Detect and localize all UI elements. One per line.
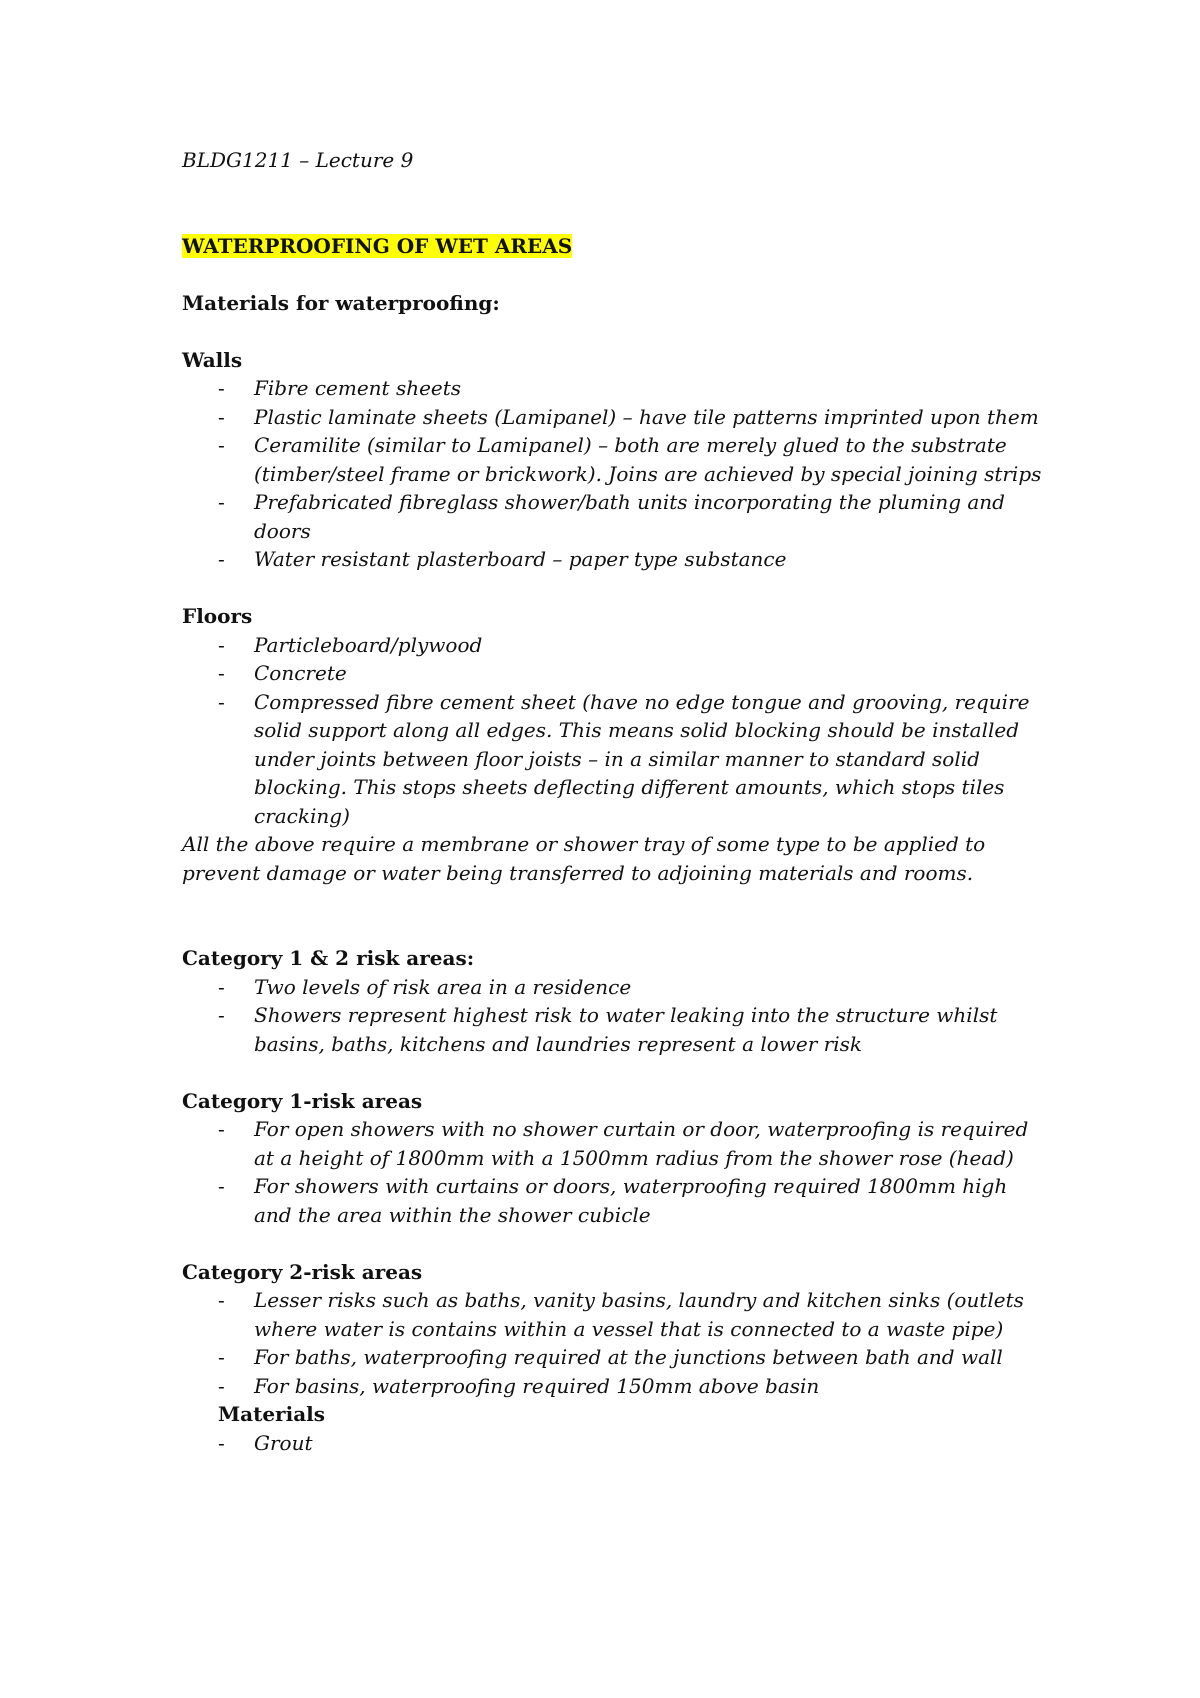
walls-heading: Walls bbox=[182, 347, 243, 372]
document-page bbox=[182, 146, 1042, 1457]
category-2-heading: Category 2-risk areas bbox=[182, 1259, 423, 1284]
document-title bbox=[182, 232, 1042, 261]
walls-list bbox=[182, 374, 1042, 574]
list-item: - For baths, waterproofing required at the junctions between bath and wall bbox=[182, 1343, 1042, 1372]
category-1-list bbox=[182, 1115, 1042, 1229]
list-item: - Plastic laminate sheets (Lamipanel) – have tile patterns imprinted upon them bbox=[182, 403, 1042, 432]
list-item: - Ceramilite (similar to Lamipanel) – both are merely glued to the substrate (timber/steel frame or brickwork). Joins are achieved by special joining strips bbox=[182, 431, 1042, 488]
list-item: - Particleboard/plywood bbox=[182, 631, 1042, 660]
list-item: - Lesser risks such as baths, vanity basins, laundry and kitchen sinks (outlets where water is contains within a vessel that is connected to a waste pipe) bbox=[182, 1286, 1042, 1343]
membrane-note: All the above require a membrane or shower tray of some type to be applied to prevent damage or water being transferred to adjoining materials and rooms. bbox=[182, 832, 986, 885]
list-item: - Showers represent highest risk to water leaking into the structure whilst basins, baths, kitchens and laundries represent a lower risk bbox=[182, 1001, 1042, 1058]
list-item: - For open showers with no shower curtain or door, waterproofing is required at a height of 1800mm with a 1500mm radius from the shower rose (head) bbox=[182, 1115, 1042, 1172]
list-item: - Water resistant plasterboard – paper type substance bbox=[182, 545, 1042, 574]
category-2-list bbox=[182, 1286, 1042, 1400]
category-2-materials-list bbox=[182, 1429, 1042, 1458]
list-item: - For basins, waterproofing required 150mm above basin bbox=[182, 1372, 1042, 1401]
list-item: - Two levels of risk area in a residence bbox=[182, 973, 1042, 1002]
list-item: - Concrete bbox=[182, 659, 1042, 688]
floors-heading: Floors bbox=[182, 604, 253, 628]
list-item: - Prefabricated fibreglass shower/bath units incorporating the pluming and doors bbox=[182, 488, 1042, 545]
list-item: - Grout bbox=[182, 1429, 1042, 1458]
category-2-materials-heading: Materials bbox=[218, 1402, 326, 1426]
list-item: - Compressed fibre cement sheet (have no edge tongue and grooving, require solid support along all edges. This means solid blocking should be installed under joints between floor joists – in a similar manner to standard solid blocking. This stops sheets deflecting different amounts, which stops tiles cracking) bbox=[182, 688, 1042, 831]
category-1-2-heading: Category 1 & 2 risk areas: bbox=[182, 946, 475, 970]
category-1-heading: Category 1-risk areas bbox=[182, 1088, 423, 1113]
materials-heading: Materials for waterproofing: bbox=[182, 290, 500, 315]
list-item: - Fibre cement sheets bbox=[182, 374, 1042, 403]
list-item: - For showers with curtains or doors, waterproofing required 1800mm high and the area within the shower cubicle bbox=[182, 1172, 1042, 1229]
category-1-2-list bbox=[182, 973, 1042, 1059]
floors-list bbox=[182, 631, 1042, 831]
lecture-header: BLDG1211 – Lecture 9 bbox=[182, 148, 414, 172]
highlighted-title: WATERPROOFING OF WET AREAS bbox=[182, 233, 573, 258]
